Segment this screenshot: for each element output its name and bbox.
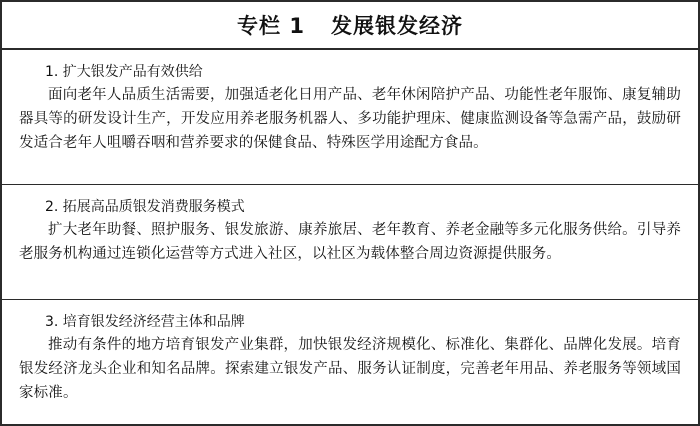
section-1 (2, 50, 698, 184)
section-3-body: 推动有条件的地方培育银发产业集群，加快银发经济规模化、标准化、集群化、品牌化发展。培育银发经济龙头企业和知名品牌。探索建立银发产品、服务认证制度，完善老年用品、养老服务等领域国家标准。 (19, 337, 681, 401)
section-1-heading: 1. 扩大银发产品有效供给 (45, 64, 203, 80)
box-title-text: 发展银发经济 (330, 14, 463, 38)
section-3-heading: 3. 培育银发经济经营主体和品牌 (45, 314, 245, 330)
section-2-body: 扩大老年助餐、照护服务、银发旅游、康养旅居、老年教育、养老金融等多元化服务供给。引导养老服务机构通过连锁化运营等方式进入社区，以社区为载体整合周边资源提供服务。 (19, 222, 681, 262)
section-3 (2, 299, 698, 424)
box-title (2, 2, 698, 50)
section-2-heading: 2. 拓展高品质银发消费服务模式 (45, 199, 245, 215)
section-2 (2, 184, 698, 299)
box-title-number: 专栏 1 (237, 14, 305, 38)
section-1-body: 面向老年人品质生活需要，加强适老化日用产品、老年休闲陪护产品、功能性老年服饰、康复辅助器具等的研发设计生产，开发应用养老服务机器人、多功能护理床、健康监测设备等急需产品，鼓励研发适合老年人咀嚼吞咽和营养要求的保健食品、特殊医学用途配方食品。 (19, 87, 681, 151)
